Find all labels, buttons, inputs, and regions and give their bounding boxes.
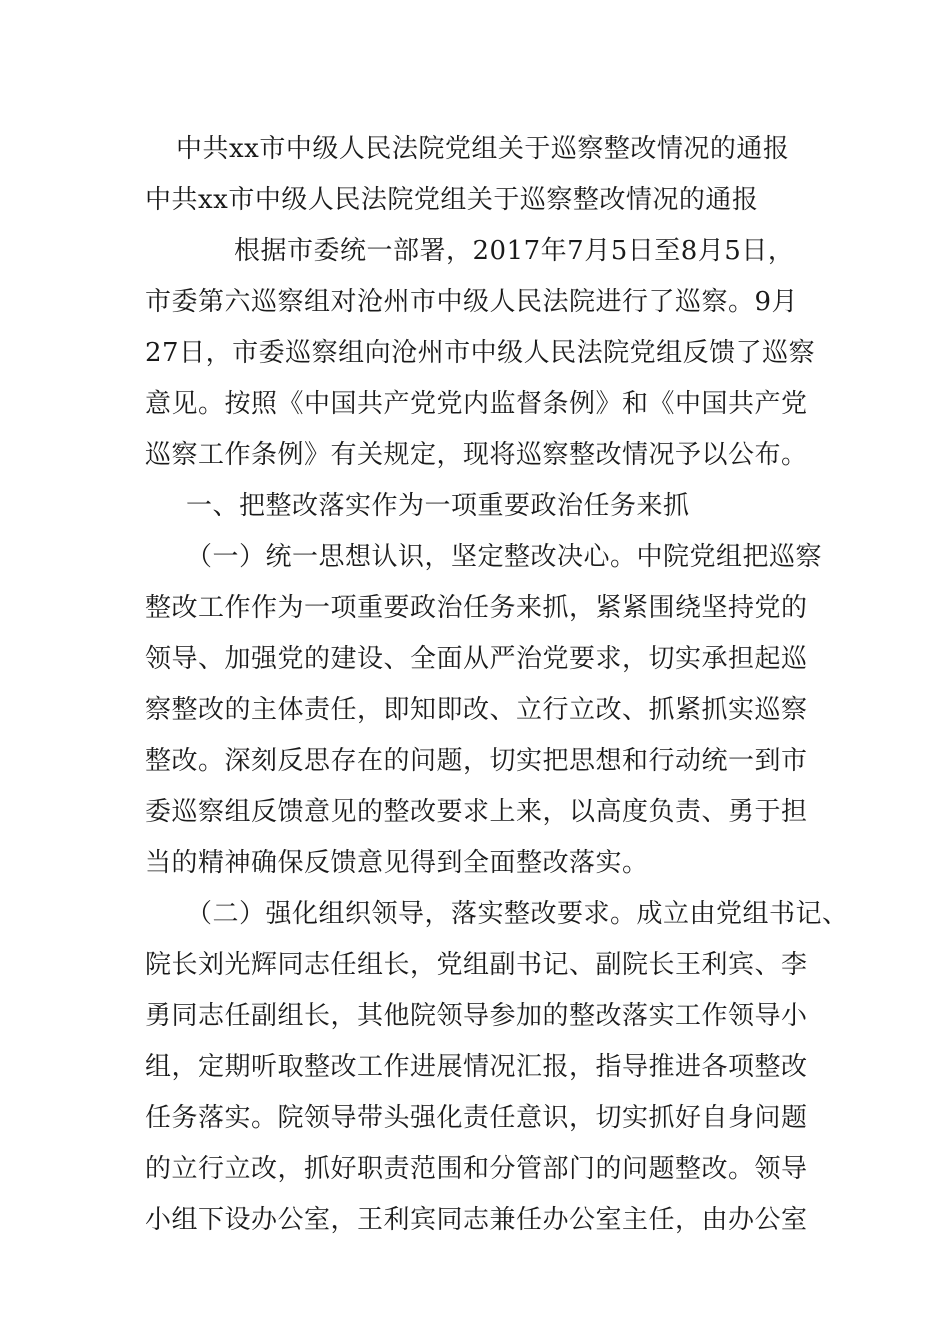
intro-line: 根据市委统一部署，2017年7月5日至8月5日， — [234, 236, 795, 266]
paragraph-line: 察整改的主体责任，即知即改、立行立改、抓紧抓实巡察 — [145, 695, 808, 725]
intro-line: 意见。按照《中国共产党党内监督条例》和《中国共产党 — [145, 389, 808, 419]
paragraph-line: 勇同志任副组长，其他院领导参加的整改落实工作领导小 — [145, 1001, 808, 1031]
intro-line: 巡察工作条例》有关规定，现将巡察整改情况予以公布。 — [145, 440, 808, 470]
paragraph-line: 任务落实。院领导带头强化责任意识，切实抓好自身问题 — [145, 1103, 808, 1133]
paragraph-line: （二）强化组织领导，落实整改要求。成立由党组书记、 — [186, 899, 849, 929]
document-title: 中共xx市中级人民法院党组关于巡察整改情况的通报 — [176, 134, 790, 164]
intro-line: 市委第六巡察组对沧州市中级人民法院进行了巡察。9月 — [145, 287, 799, 317]
paragraph-line: 小组下设办公室，王利宾同志兼任办公室主任，由办公室 — [145, 1205, 808, 1235]
paragraph-line: 组，定期听取整改工作进展情况汇报，指导推进各项整改 — [145, 1052, 808, 1082]
intro-line: 27日，市委巡察组向沧州市中级人民法院党组反馈了巡察 — [145, 338, 816, 368]
paragraph-line: 委巡察组反馈意见的整改要求上来，以高度负责、勇于担 — [145, 797, 808, 827]
paragraph-line: 整改工作作为一项重要政治任务来抓，紧紧围绕坚持党的 — [145, 593, 808, 623]
paragraph-line: 院长刘光辉同志任组长，党组副书记、副院长王利宾、李 — [145, 950, 808, 980]
paragraph-line: 的立行立改，抓好职责范围和分管部门的问题整改。领导 — [145, 1154, 808, 1184]
paragraph-line: 领导、加强党的建设、全面从严治党要求，切实承担起巡 — [145, 644, 808, 674]
document-subtitle: 中共xx市中级人民法院党组关于巡察整改情况的通报 — [145, 185, 759, 215]
paragraph-line: 整改。深刻反思存在的问题，切实把思想和行动统一到市 — [145, 746, 808, 776]
section-heading: 一、把整改落实作为一项重要政治任务来抓 — [186, 491, 690, 521]
paragraph-line: 当的精神确保反馈意见得到全面整改落实。 — [145, 848, 649, 878]
paragraph-line: （一）统一思想认识，坚定整改决心。中院党组把巡察 — [186, 542, 823, 572]
